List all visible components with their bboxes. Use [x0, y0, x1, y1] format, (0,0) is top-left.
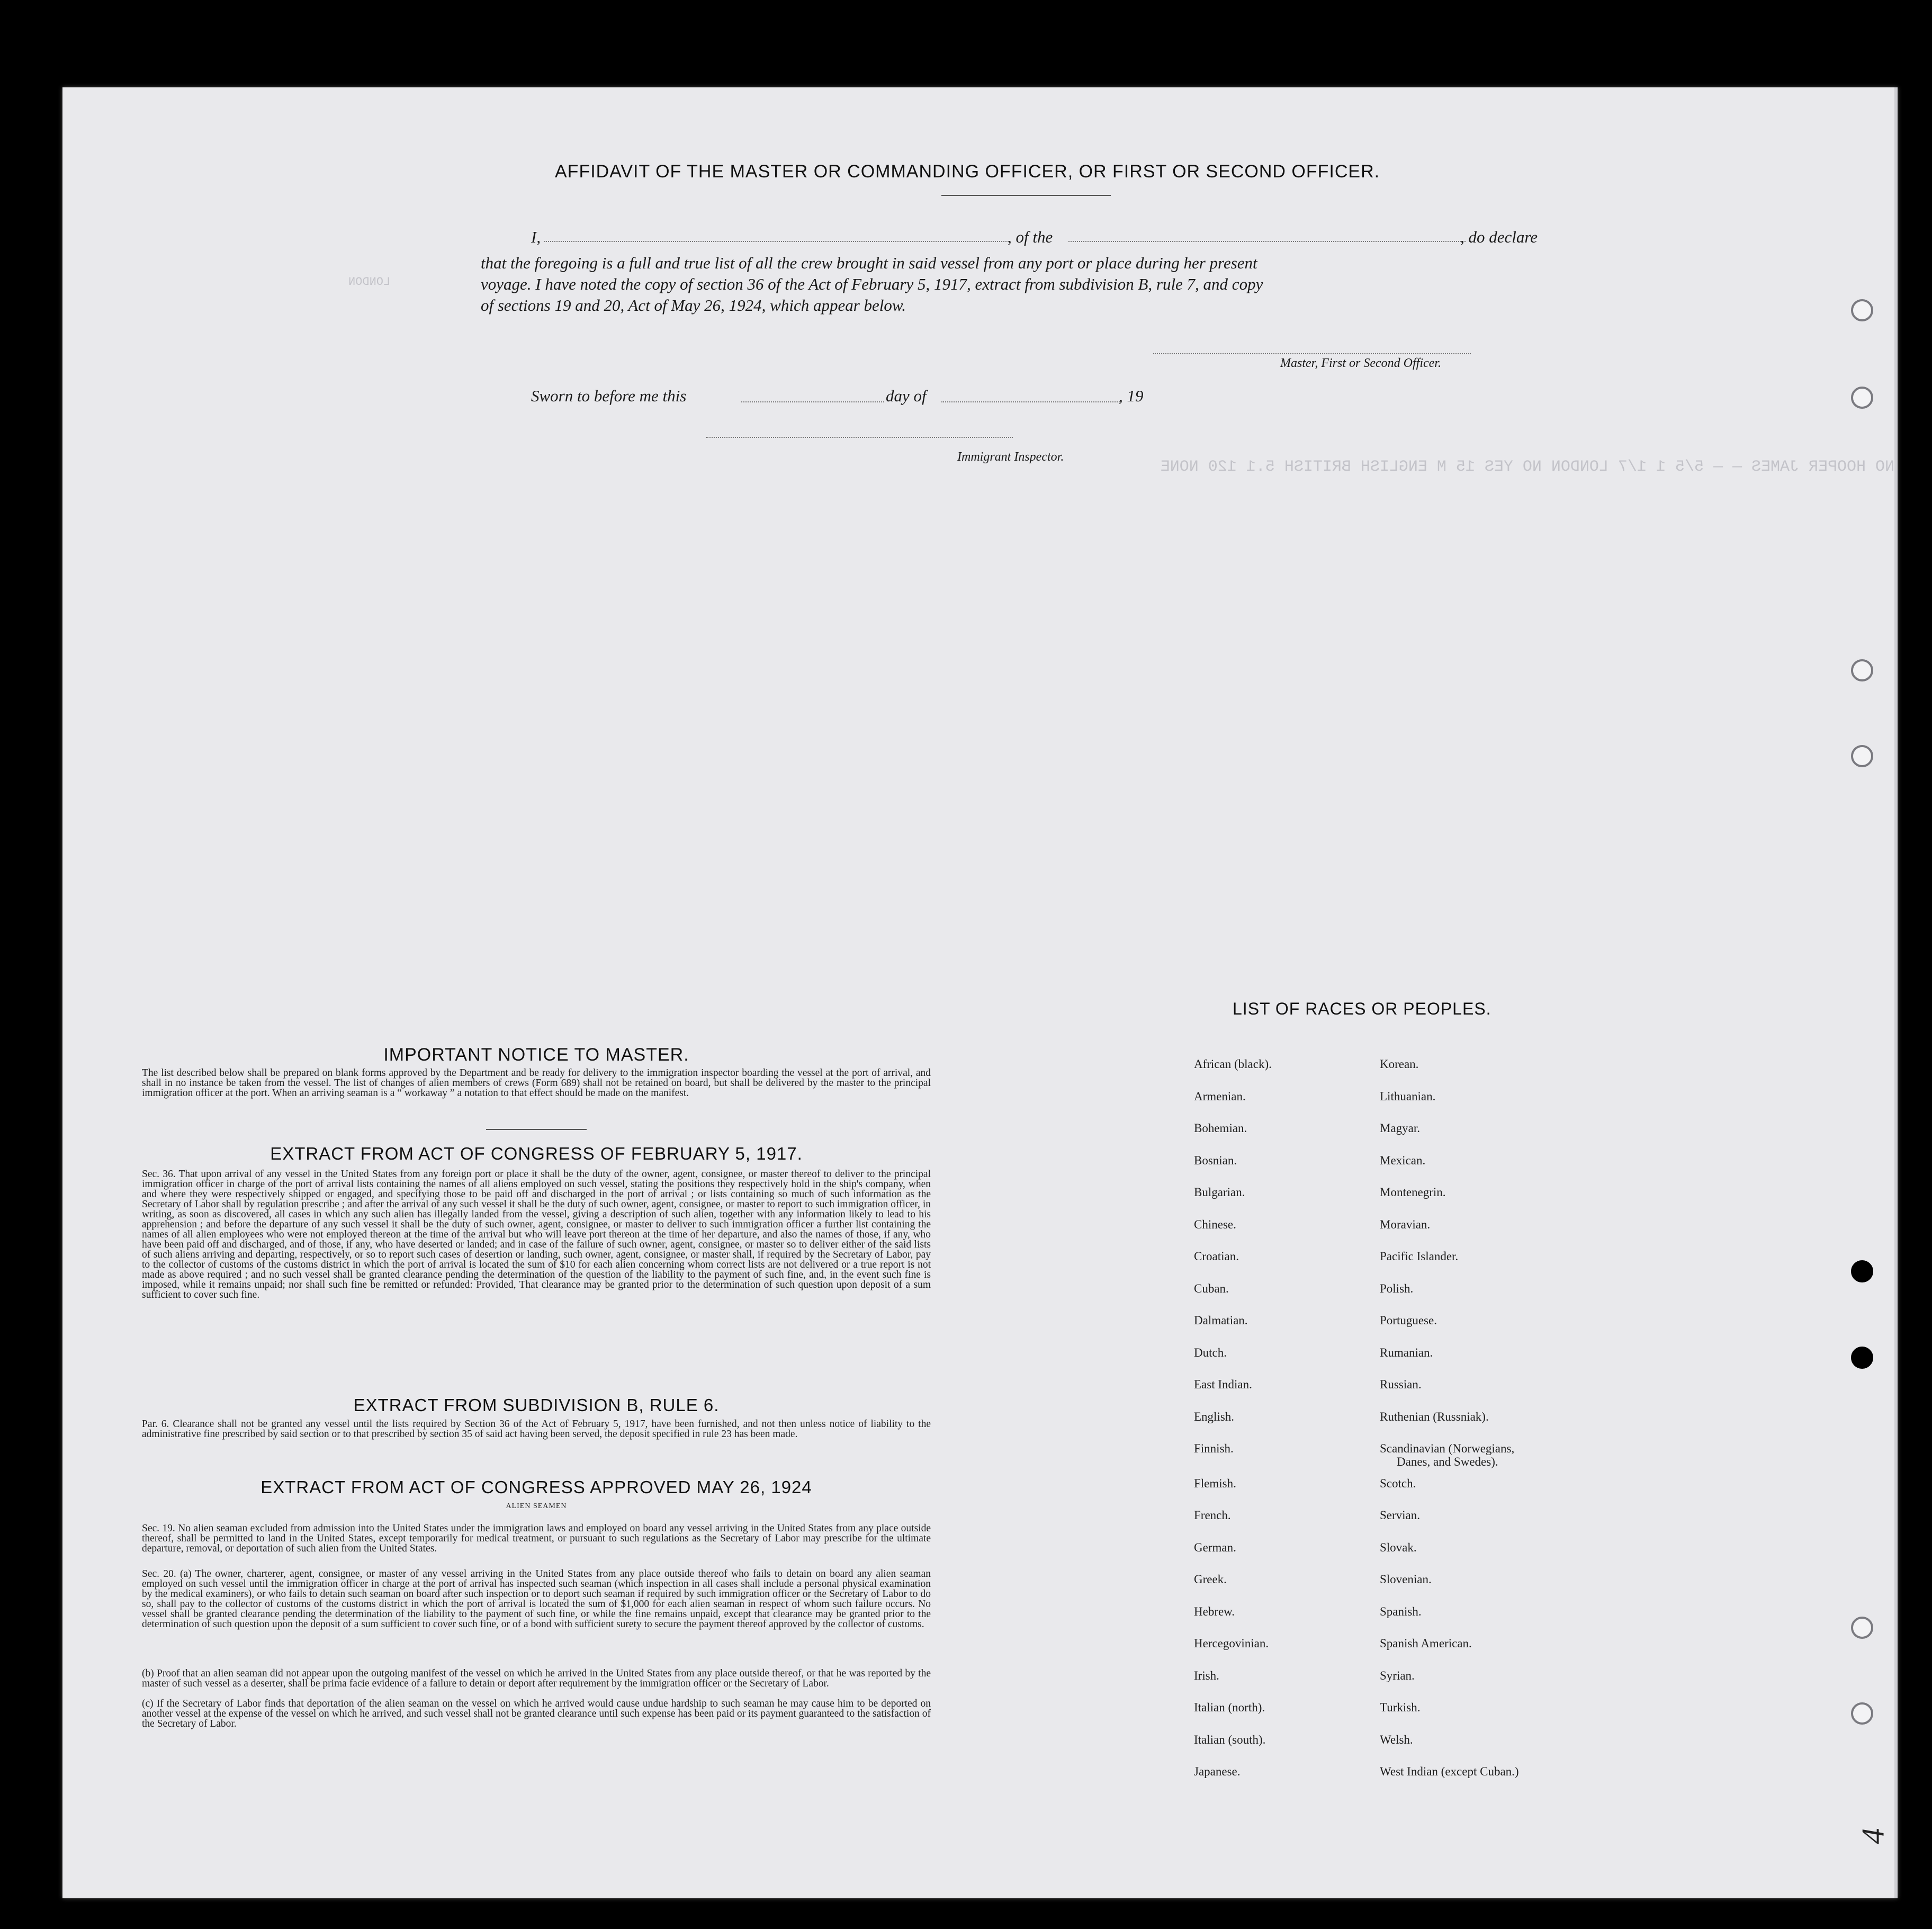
rule6-text: Par. 6. Clearance shall not be granted any vessel until the lists required by Section 36 of the Act of February 5, 1917, have been furnished, and not then unless notice of liability to the administrative fine prescribed by said section or to that prescribed by section 35 of said act having been served, the deposit specified in rule 23 has been made. [142, 1419, 931, 1440]
do-declare-label: , do declare [1460, 228, 1538, 246]
race-item: Greek. [1194, 1573, 1227, 1586]
race-item: Hebrew. [1194, 1605, 1235, 1618]
race-item: Japanese. [1194, 1765, 1241, 1778]
race-item: Turkish. [1380, 1701, 1421, 1714]
race-item: Slovak. [1380, 1541, 1417, 1554]
affidavit-title: AFFIDAVIT OF THE MASTER OR COMMANDING OFFICER, OR FIRST OR SECOND OFFICER. [555, 162, 1380, 182]
declarant-label: I, [531, 228, 541, 246]
notice-text: The list described below shall be prepared on blank forms approved by the Department and be ready for delivery to the immigration inspector boarding the vessel at the port of arrival, and shall in no instance be taken from the vessel. The list of changes of alien members of crews (Form 689) shall not be retained on board, but shall be delivered by the master to the principal immigration officer at the port. When an arriving seaman is a “ workaway ” a notation to that effect should be made on the manifest. [142, 1067, 931, 1099]
race-item: Finnish. [1194, 1442, 1234, 1455]
of-the-label: , of the [1008, 228, 1053, 246]
extract-1917-text: Sec. 36. That upon arrival of any vessel in the United States from any foreign port or place it shall be the duty of the owner, agent, consignee, or master thereof to deliver to the principal immigration officer in charge of the port of arrival lists containing the names of all aliens employed on such vessel, stating the positions they respectively hold in the ship's company, when and where they were respectively shipped or engaged, and specifying those to be paid off and discharged in the port of arrival ; or lists containing so much of such information as the Secretary of Labor shall by regulation prescribe ; and after the arrival of any such vessel it shall be the duty of such owner, agent, consignee, or master to report to such immigration officer, in writing, as soon as discovered, all cases in which any such alien has illegally landed from the vessel, giving a description of such alien, together with any information likely to lead to his apprehension ; and before the departure of any such vessel it shall be the duty of such owner, agent, consignee, or master to deliver to such immigration officer a further list containing the names of all alien employees who were not employed thereon at the time of the arrival but who will leave port thereon at the time of her departure, and also the names of those, if any, who have been paid off and discharged, and of those, if any, who have deserted or landed; and in case of the failure of such owner, agent, consignee, or master so to deliver either of the said lists of such aliens arriving and departing, respectively, or so to report such cases of desertion or landing, such owner, agent, consignee, or master shall, if required by the Secretary of Labor, pay to the collector of customs of the customs district in which the port of arrival is located the sum of $10 for each alien concerning whom correct lists are not delivered or a true report is not made as above required ; and no such vessel shall be granted clearance pending the determination of the question of the liability to the payment of such fine, and, in the event such fine is imposed, while it remains unpaid; nor shall such fine be remitted or refunded: Provided, That clearance may be granted prior to the determination of such question upon deposit of a sum sufficient to cover such fine. [142, 1169, 931, 1300]
inspector-label: Immigrant Inspector. [957, 450, 1064, 464]
sec19-text: Sec. 19. No alien seaman excluded from admission into the United States under the immigration laws and employed on board any vessel arriving in the United States from any place outside thereof, shall be permitted to land in the United States, except temporarily for medical treatment, or pursuant to such regulations as the Secretary of Labor may prescribe for the ultimate departure, removal, or deportation of such alien from the United States. [142, 1523, 931, 1554]
race-item: Servian. [1380, 1509, 1421, 1522]
punch-hole [1851, 1617, 1873, 1639]
punch-hole [1851, 1702, 1873, 1725]
notice-divider [486, 1129, 587, 1130]
race-item: Pacific Islander. [1380, 1250, 1459, 1263]
bleed-through-row: NO HOOPER JAMES — — 5/5 1 1/7 LONDON NO YES 15 M ENGLISH BRITISH 5.1 120 NONE [1160, 458, 1894, 476]
punch-hole [1851, 387, 1873, 409]
race-item: Italian (south). [1194, 1733, 1266, 1746]
punch-hole [1851, 299, 1873, 321]
race-item: Russian. [1380, 1378, 1422, 1391]
race-item: Spanish. [1380, 1605, 1422, 1618]
master-signature-field[interactable] [1153, 353, 1471, 354]
race-item: Montenegrin. [1380, 1186, 1446, 1199]
sworn-label: Sworn to before me this [531, 387, 687, 405]
race-item: Croatian. [1194, 1250, 1239, 1263]
race-item: German. [1194, 1541, 1236, 1554]
race-item: Spanish American. [1380, 1637, 1472, 1650]
races-title: LIST OF RACES OR PEOPLES. [1233, 999, 1491, 1018]
race-item: Bosnian. [1194, 1154, 1237, 1167]
race-item: Chinese. [1194, 1218, 1236, 1231]
race-item: Moravian. [1380, 1218, 1431, 1231]
race-item: Danes, and Swedes). [1397, 1455, 1498, 1468]
declarant-name-field[interactable] [544, 241, 1010, 242]
race-item: Syrian. [1380, 1669, 1415, 1682]
vessel-field[interactable] [1068, 241, 1466, 242]
sworn-day-field[interactable] [741, 401, 884, 402]
punch-hole [1851, 1260, 1873, 1282]
title-underline [941, 195, 1111, 196]
race-item: French. [1194, 1509, 1231, 1522]
race-item: Scotch. [1380, 1477, 1416, 1490]
affidavit-line-2: voyage. I have noted the copy of section 36 of the Act of February 5, 1917, extract from subdivision B, rule 7, and copy [481, 275, 1263, 293]
race-item: Rumanian. [1380, 1346, 1433, 1359]
race-item: West Indian (except Cuban.) [1380, 1765, 1519, 1778]
race-item: African (black). [1194, 1057, 1272, 1071]
extract-1924-subtitle: ALIEN SEAMEN [506, 1502, 567, 1510]
punch-hole [1851, 659, 1873, 681]
race-item: Bulgarian. [1194, 1186, 1245, 1199]
day-of-label: day of [886, 387, 927, 405]
year-label: , 19 [1119, 387, 1144, 405]
race-item: Bohemian. [1194, 1121, 1247, 1135]
race-item: Portuguese. [1380, 1314, 1437, 1327]
punch-hole [1851, 1347, 1873, 1369]
sec20a-text: Sec. 20. (a) The owner, charterer, agent, consignee, or master of any vessel arriving in the United States from any place outside thereof who fails to detain on board any alien seaman employed on such vessel until the immigration officer in charge at the port of arrival has inspected such seaman (which inspection in all cases shall include a personal physical examination by the medical examiners), or who fails to detain such seaman on board after such inspection or to deport such seaman if required by such immigration officer or the Secretary of Labor to do so, shall pay to the collector of customs of the customs district in which the port of arrival is located the sum of $1,000 for each alien seaman in respect of whom such failure occurs. No vessel shall be granted clearance pending the determination of the liability to the payment of such fine, or while the fine remains unpaid, except that clearance may be granted prior to the determination of such question upon the deposit of a sum sufficient to cover such fine, or of a bond with sufficient surety to secure the payment thereof approved by the collector of customs. [142, 1568, 931, 1630]
sec20c-text: (c) If the Secretary of Labor finds that deportation of the alien seaman on the vessel on which he arrived would cause undue hardship to such seaman he may cause him to be deported on another vessel at the expense of the vessel on which he arrived, and such vessel shall not be granted clearance until such expense has been paid or its payment guaranteed to the satisfaction of the Secretary of Labor. [142, 1698, 931, 1729]
inspector-signature-field[interactable] [706, 437, 1013, 438]
rule6-title: EXTRACT FROM SUBDIVISION B, RULE 6. [353, 1395, 720, 1415]
document-page [62, 87, 1898, 1898]
race-item: Ruthenian (Russniak). [1380, 1410, 1489, 1423]
race-item: Dutch. [1194, 1346, 1227, 1359]
race-item: English. [1194, 1410, 1235, 1423]
race-item: Flemish. [1194, 1477, 1236, 1490]
race-item: Welsh. [1380, 1733, 1413, 1746]
race-item: Hercegovinian. [1194, 1637, 1269, 1650]
extract-1917-title: EXTRACT FROM ACT OF CONGRESS OF FEBRUARY 5, 1917. [270, 1144, 803, 1163]
punch-hole [1851, 745, 1873, 767]
race-item: Scandinavian (Norwegians, [1380, 1442, 1515, 1455]
notice-title: IMPORTANT NOTICE TO MASTER. [383, 1045, 689, 1065]
affidavit-line-3: of sections 19 and 20, Act of May 26, 1924, which appear below. [481, 296, 906, 315]
sworn-month-field[interactable] [941, 401, 1121, 402]
race-item: Korean. [1380, 1057, 1419, 1071]
race-item: Slovenian. [1380, 1573, 1432, 1586]
race-item: Polish. [1380, 1282, 1414, 1295]
race-item: Italian (north). [1194, 1701, 1265, 1714]
race-item: Magyar. [1380, 1121, 1421, 1135]
margin-mark: 4 [1855, 1828, 1891, 1844]
master-label: Master, First or Second Officer. [1280, 356, 1441, 370]
race-item: Mexican. [1380, 1154, 1426, 1167]
race-item: Dalmatian. [1194, 1314, 1248, 1327]
race-item: Lithuanian. [1380, 1090, 1436, 1103]
affidavit-line-1: that the foregoing is a full and true list of all the crew brought in said vessel from any port or place during her present [481, 254, 1257, 272]
race-item: East Indian. [1194, 1378, 1252, 1391]
race-item: Armenian. [1194, 1090, 1246, 1103]
sec20b-text: (b) Proof that an alien seaman did not appear upon the outgoing manifest of the vessel on which he arrived in the United States from any place outside thereof, or that he was reported by the master of such vessel as a deserter, shall be prima facie evidence of a failure to detain or deport after requirement by the immigration officer or the Secretary of Labor. [142, 1668, 931, 1689]
bleed-through-london: LONDON [348, 275, 391, 289]
extract-1924-title: EXTRACT FROM ACT OF CONGRESS APPROVED MAY 26, 1924 [260, 1477, 812, 1497]
race-item: Irish. [1194, 1669, 1219, 1682]
race-item: Cuban. [1194, 1282, 1229, 1295]
